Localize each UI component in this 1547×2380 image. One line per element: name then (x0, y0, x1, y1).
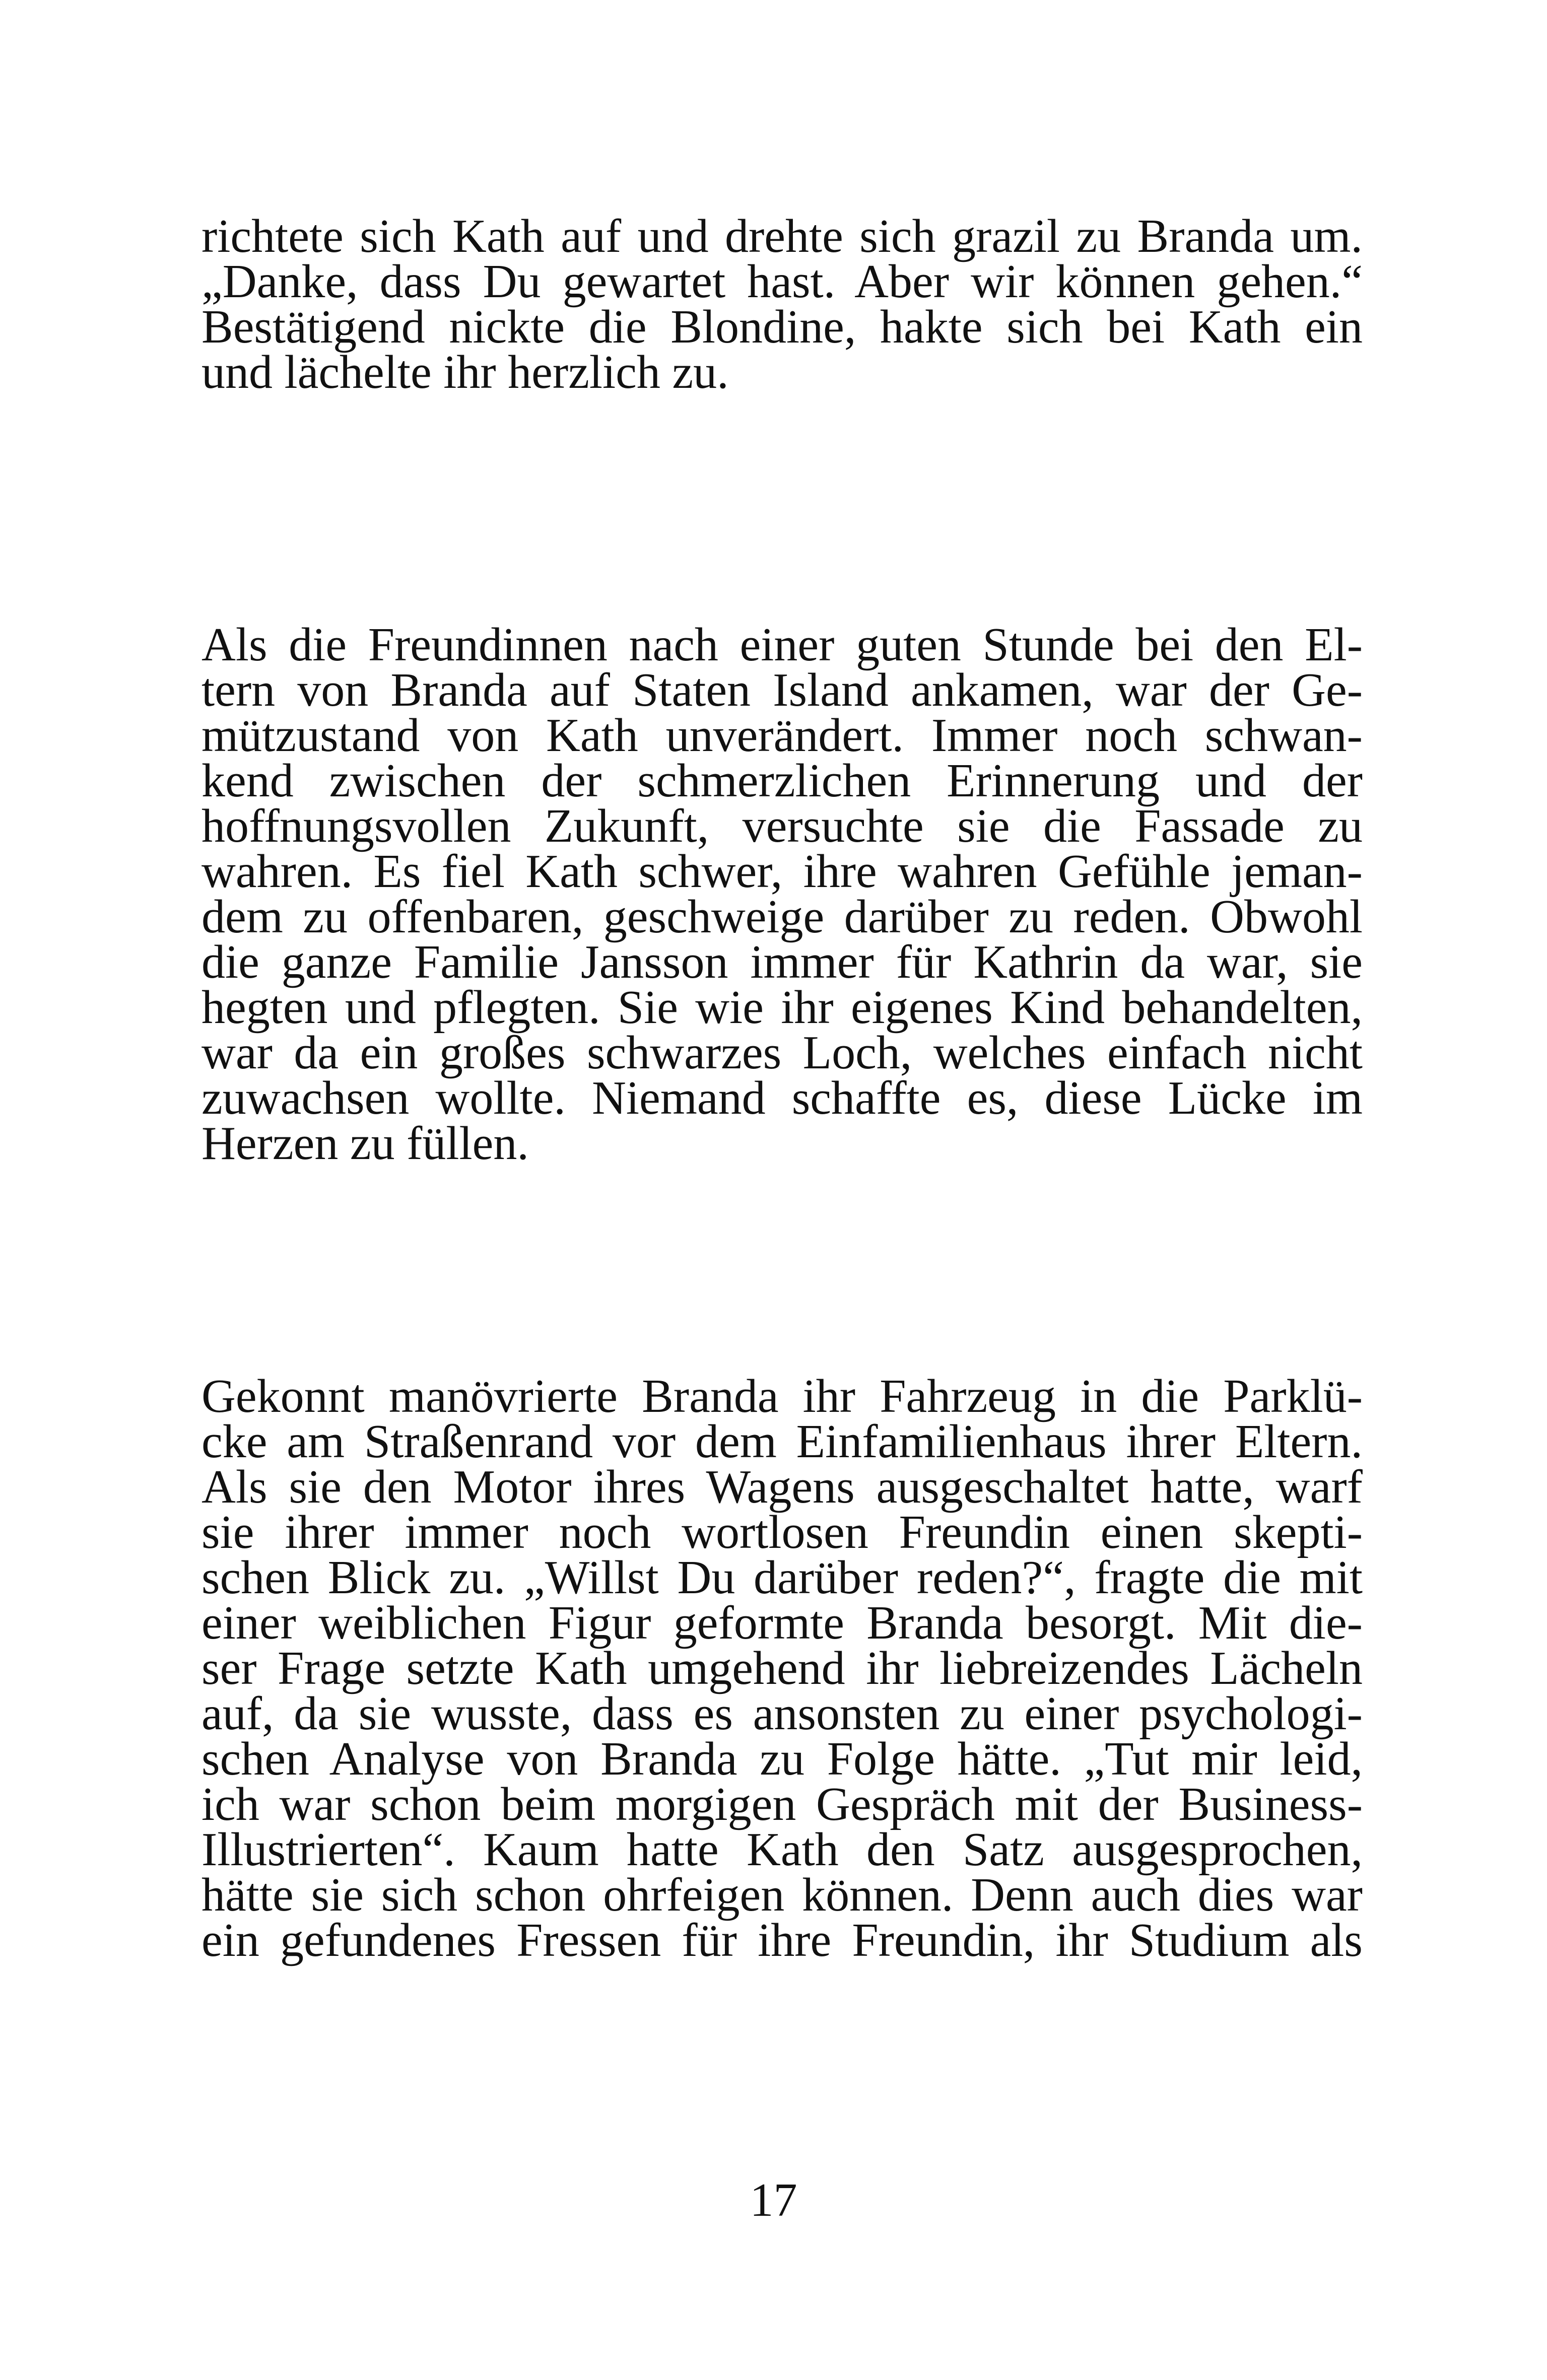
text-line: Als die Freundinnen nach einer guten Stunde bei den El- (201, 619, 1363, 671)
text-line: tern von Branda auf Staten Island ankamen, war der Ge- (201, 664, 1363, 716)
page-number: 17 (750, 2174, 797, 2226)
text-line: Herzen zu füllen. (201, 1117, 529, 1170)
text-line: mützustand von Kath unverändert. Immer noch schwan- (201, 709, 1363, 762)
text-line: ich war schon beim morgigen Gespräch mit der Business- (201, 1778, 1363, 1830)
text-line: Gekonnt manövrierte Branda ihr Fahrzeug in die Parklü- (201, 1370, 1363, 1422)
text-line: „Danke, dass Du gewartet hast. Aber wir können gehen.“ (201, 255, 1363, 308)
paragraph-2 (201, 619, 1363, 1170)
text-line: hätte sie sich schon ohrfeigen können. Denn auch dies war (201, 1869, 1363, 1921)
text-line: und lächelte ihr herzlich zu. (201, 346, 729, 398)
text-line: ser Frage setzte Kath umgehend ihr liebreizendes Lächeln (201, 1642, 1363, 1694)
text-line: zuwachsen wollte. Niemand schaffte es, diese Lücke im (201, 1072, 1363, 1124)
text-line: einer weiblichen Figur geformte Branda besorgt. Mit die- (201, 1597, 1363, 1649)
text-line: richtete sich Kath auf und drehte sich grazil zu Branda um. (201, 210, 1363, 262)
text-line: auf, da sie wusste, dass es ansonsten zu einer psychologi- (201, 1687, 1363, 1740)
text-line: Als sie den Motor ihres Wagens ausgeschaltet hatte, warf (201, 1461, 1363, 1513)
text-line: sie ihrer immer noch wortlosen Freundin einen skepti- (201, 1506, 1363, 1558)
text-line: dem zu offenbaren, geschweige darüber zu reden. Obwohl (201, 891, 1363, 943)
text-line: war da ein großes schwarzes Loch, welches einfach nicht (201, 1027, 1363, 1079)
text-line: Illustrierten“. Kaum hatte Kath den Satz ausgesprochen, (201, 1823, 1363, 1876)
paragraph-3 (201, 1370, 1363, 1966)
text-line: hoffnungsvollen Zukunft, versuchte sie die Fassade zu (201, 800, 1363, 852)
text-line: kend zwischen der schmerzlichen Erinnerung und der (201, 755, 1363, 807)
text-line: schen Analyse von Branda zu Folge hätte. „Tut mir leid, (201, 1733, 1363, 1785)
text-line: ein gefundenes Fressen für ihre Freundin, ihr Studium als (201, 1914, 1363, 1966)
text-line: wahren. Es fiel Kath schwer, ihre wahren Gefühle jeman- (201, 845, 1363, 898)
text-line: hegten und pflegten. Sie wie ihr eigenes Kind behandelten, (201, 981, 1363, 1034)
text-line: Bestätigend nickte die Blondine, hakte sich bei Kath ein (201, 301, 1363, 353)
text-line: schen Blick zu. „Willst Du darüber reden?“, fragte die mit (201, 1551, 1363, 1604)
text-line: die ganze Familie Jansson immer für Kathrin da war, sie (201, 936, 1363, 988)
text-line: cke am Straßenrand vor dem Einfamilienhaus ihrer Eltern. (201, 1415, 1363, 1468)
paragraph-1 (201, 210, 1363, 398)
